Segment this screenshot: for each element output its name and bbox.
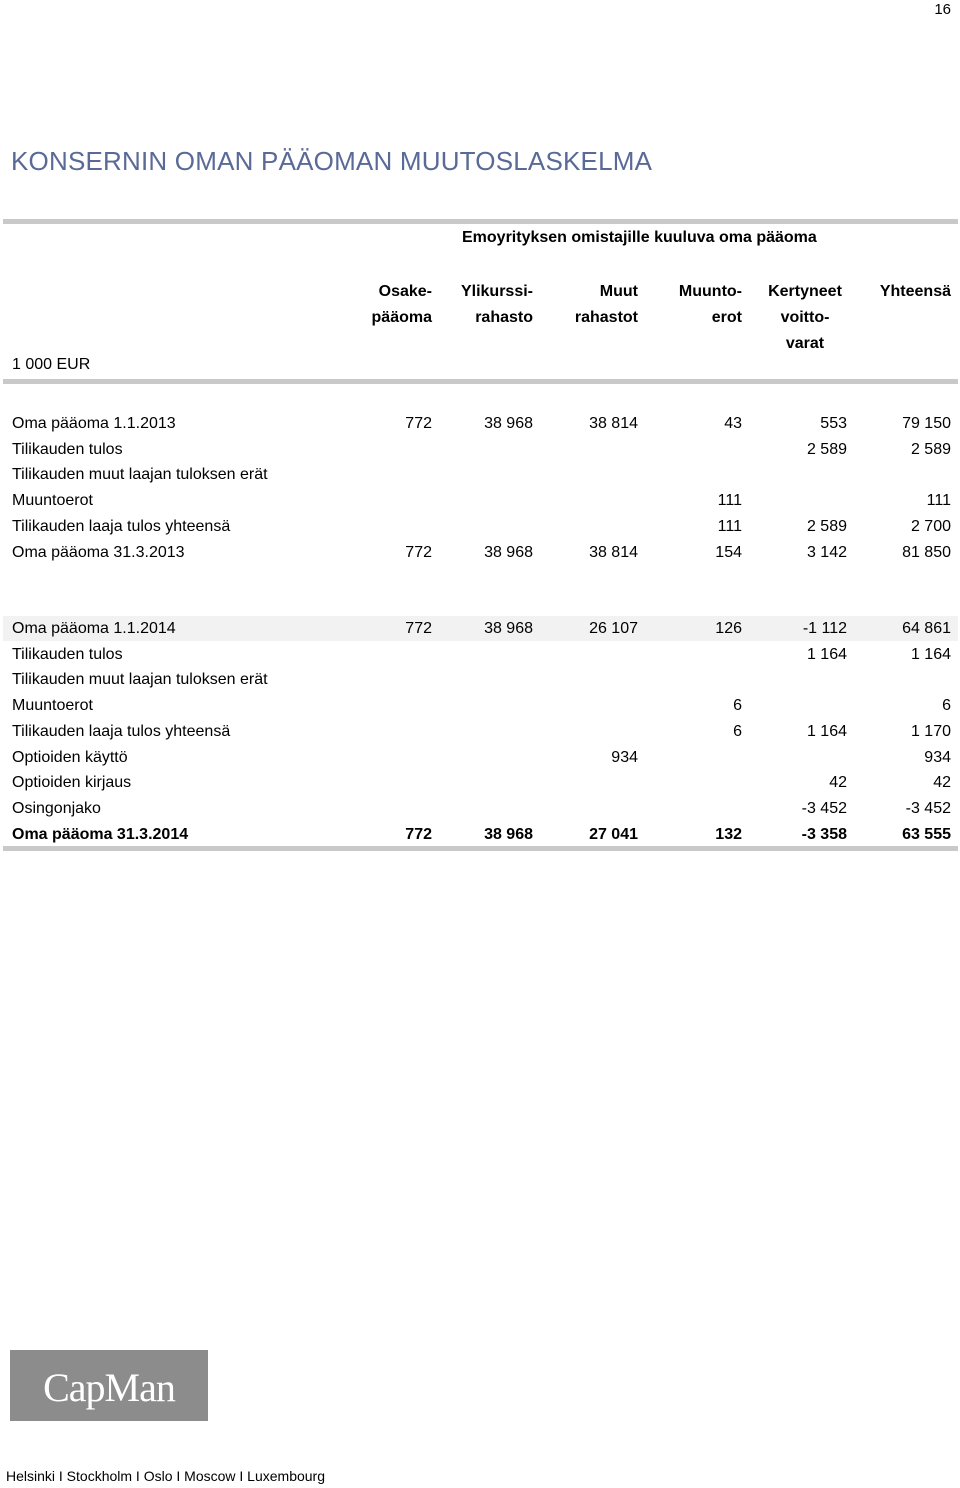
table-row: [3, 770, 958, 795]
cell-value: 6: [733, 722, 742, 740]
cell-value: -3 358: [801, 825, 847, 843]
header-bottom-rule: [3, 379, 958, 384]
cell-value: 27 041: [589, 825, 638, 843]
table-row: [3, 540, 958, 565]
row-label: Oma pääoma 31.3.2014: [12, 825, 189, 843]
row-label: Oma pääoma 1.1.2013: [12, 415, 176, 432]
cell-value: 81 850: [902, 543, 951, 561]
cell-value: 79 150: [902, 415, 951, 432]
cell-value: 1 170: [910, 722, 951, 740]
row-label: Osingonjako: [12, 799, 101, 817]
cell-value: 1 164: [806, 645, 847, 663]
table-row: [3, 719, 958, 744]
cell-value: 6: [942, 697, 951, 715]
page-title: KONSERNIN OMAN PÄÄOMAN MUUTOSLASKELMA: [11, 146, 653, 176]
table-bottom-rule: [3, 846, 958, 851]
table-row: [3, 796, 958, 821]
row-label: Tilikauden muut laajan tuloksen erät: [12, 466, 268, 484]
cell-value: 553: [820, 415, 847, 432]
table-row: [3, 693, 958, 718]
row-label: Optioiden käyttö: [12, 748, 128, 766]
footer-locations: Helsinki I Stockholm I Oslo I Moscow I Luxembourg: [6, 1468, 326, 1484]
cell-value: -3 452: [801, 799, 847, 817]
table-row: [3, 616, 958, 641]
col-header-kertyneet-voittovarat: Kertyneet voitto- varat: [768, 283, 842, 352]
cell-value: 38 814: [589, 415, 638, 432]
cell-value: 1 164: [910, 645, 951, 663]
cell-value: 1 164: [806, 722, 847, 740]
row-label: Muuntoerot: [12, 697, 93, 715]
table-row: [3, 667, 958, 692]
table-row: [3, 642, 958, 667]
cell-value: 3 142: [806, 543, 847, 561]
row-label: Tilikauden laaja tulos yhteensä: [12, 517, 231, 535]
row-label: Tilikauden tulos: [12, 440, 123, 458]
cell-value: 63 555: [902, 825, 951, 843]
row-label: Tilikauden tulos: [12, 645, 123, 663]
cell-value: 38 968: [484, 543, 533, 561]
col-header-muut-rahastot: Muut rahastot: [574, 283, 638, 326]
cell-value: 43: [724, 415, 742, 432]
cell-value: 111: [717, 492, 742, 510]
row-label: Tilikauden muut laajan tuloksen erät: [12, 671, 268, 689]
cell-value: 64 861: [902, 620, 951, 637]
capman-logo: [10, 1350, 208, 1421]
cell-value: 38 814: [589, 543, 638, 561]
row-label: Muuntoerot: [12, 492, 93, 510]
cell-value: 111: [926, 492, 951, 510]
table-row: [3, 488, 958, 513]
row-label: Oma pääoma 1.1.2014: [12, 620, 176, 637]
table-row: [3, 437, 958, 462]
table-row: [3, 462, 958, 487]
cell-value: 26 107: [589, 620, 638, 637]
row-label: Oma pääoma 31.3.2013: [12, 543, 185, 561]
cell-value: 934: [924, 748, 951, 766]
unit-label: 1 000 EUR: [12, 356, 91, 373]
cell-value: 126: [715, 620, 742, 637]
cell-value: 42: [829, 774, 847, 792]
table-top-rule: [3, 219, 958, 224]
cell-value: -3 452: [905, 799, 951, 817]
cell-value: 772: [405, 543, 432, 561]
cell-value: 772: [405, 620, 432, 637]
logo-text: CapMan: [43, 1365, 175, 1410]
cell-value: 111: [717, 517, 742, 535]
cell-value: -1 112: [802, 620, 847, 637]
table-row: [3, 411, 958, 436]
col-header-osakepaaoma: Osake- pääoma: [371, 283, 432, 326]
cell-value: 2 589: [806, 517, 847, 535]
cell-value: 2 589: [910, 440, 951, 458]
cell-value: 42: [933, 774, 951, 792]
table-row: [3, 514, 958, 539]
cell-value: 132: [715, 825, 742, 843]
cell-value: 772: [405, 415, 432, 432]
cell-value: 154: [715, 543, 742, 561]
cell-value: 38 968: [484, 825, 533, 843]
cell-value: 38 968: [484, 415, 533, 432]
cell-value: 6: [733, 697, 742, 715]
row-label: Tilikauden laaja tulos yhteensä: [12, 722, 231, 740]
group-header: Emoyrityksen omistajille kuuluva oma pääoma: [462, 229, 817, 246]
page-number: 16: [934, 1, 951, 18]
cell-value: 772: [405, 825, 432, 843]
table-row: [3, 745, 958, 770]
table-row: [3, 822, 958, 847]
cell-value: 2 700: [910, 517, 951, 535]
cell-value: 2 589: [806, 440, 847, 458]
col-header-ylikurssirahasto: Ylikurssi- rahasto: [460, 283, 533, 326]
row-label: Optioiden kirjaus: [12, 774, 132, 792]
cell-value: 38 968: [484, 620, 533, 637]
col-header-muuntoerot: Muunto- erot: [678, 283, 742, 326]
cell-value: 934: [611, 748, 638, 766]
col-header-yhteensa: Yhteensä: [879, 283, 951, 300]
